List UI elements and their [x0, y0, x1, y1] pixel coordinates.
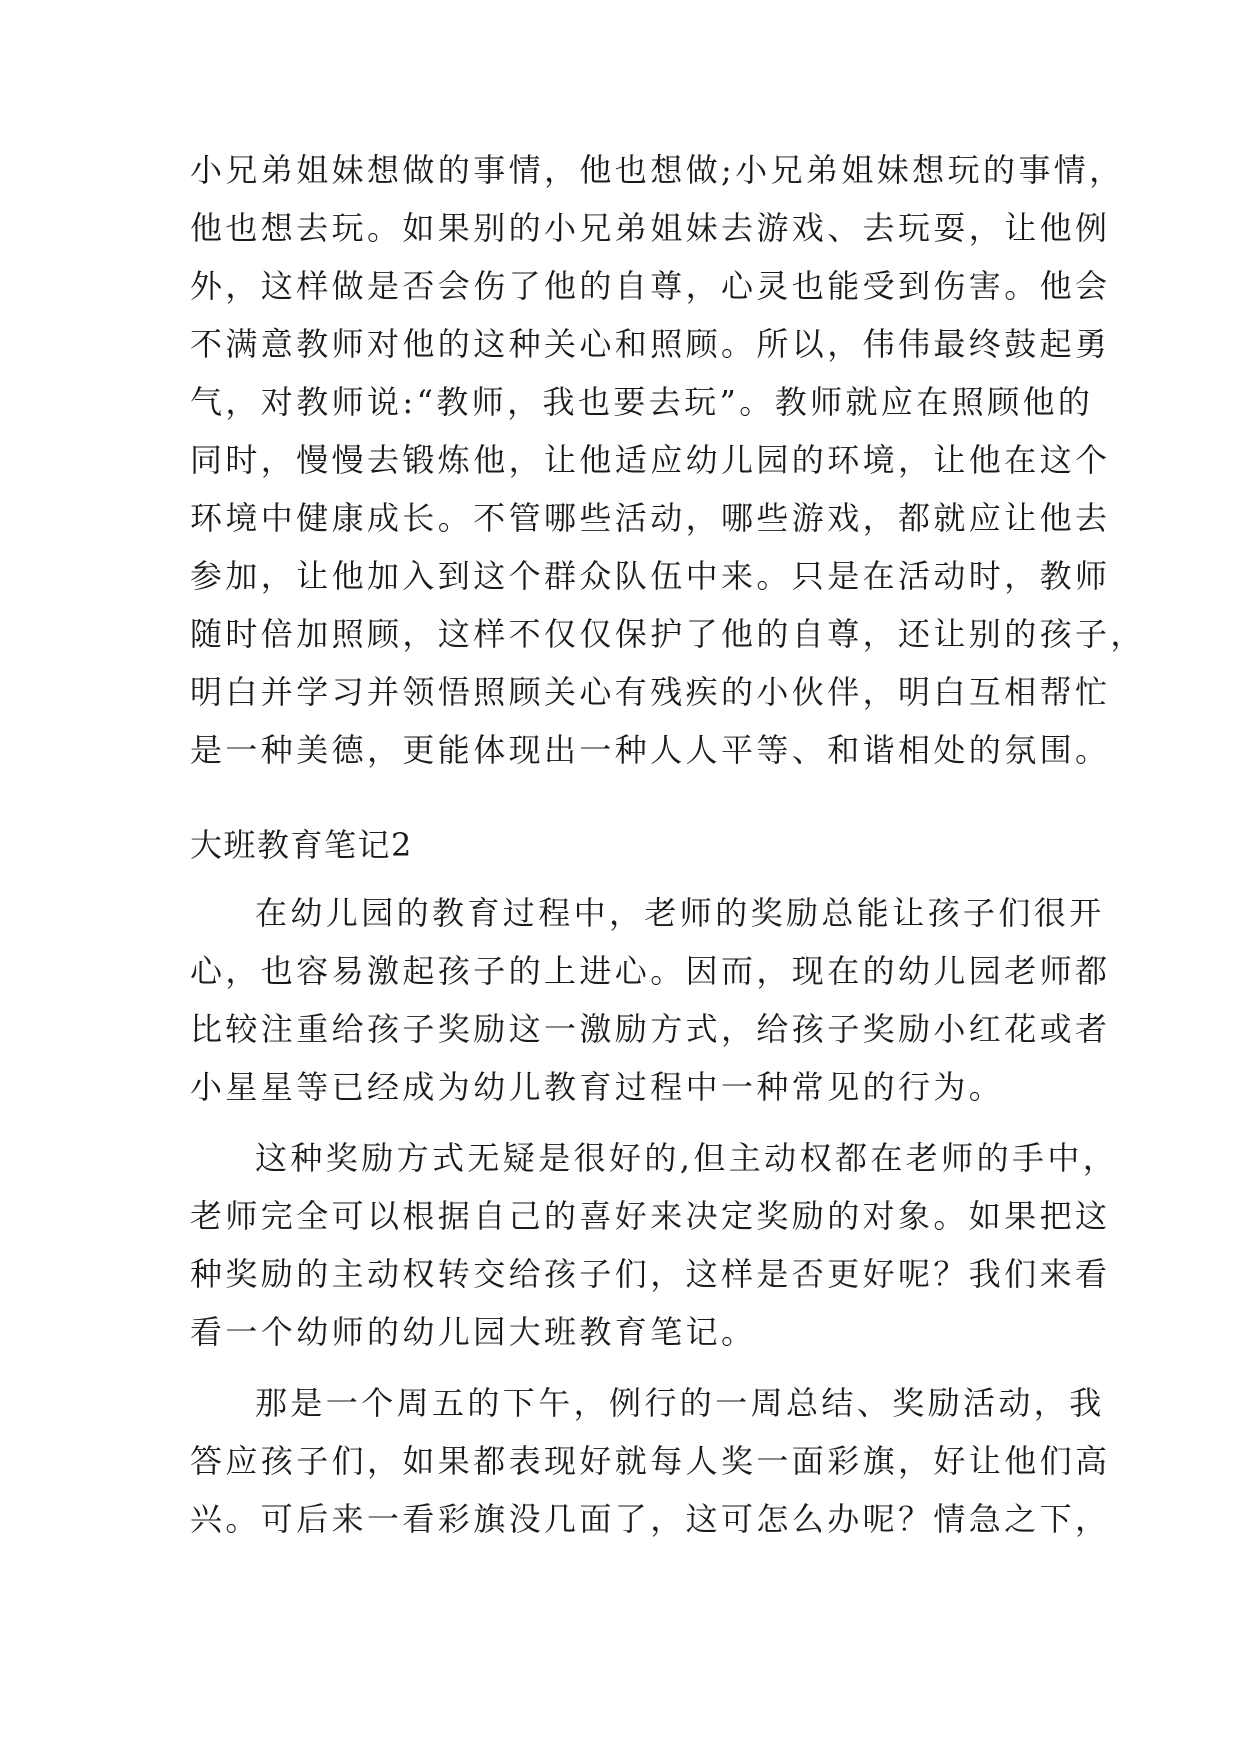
- text-line: 兴。可后来一看彩旗没几面了，这可怎么办呢？情急之下，: [190, 1500, 1111, 1538]
- text-line: 答应孩子们，如果都表现好就每人奖一面彩旗，好让他们高: [190, 1442, 1111, 1480]
- text-line: 种奖励的主动权转交给孩子们，这样是否更好呢？我们来看: [190, 1255, 1111, 1293]
- text-line: 那是一个周五的下午，例行的一周总结、奖励活动，我: [255, 1384, 1105, 1422]
- text-line: 是一种美德，更能体现出一种人人平等、和谐相处的氛围。: [190, 731, 1111, 769]
- text-line: 小兄弟姐妹想做的事情，他也想做;小兄弟姐妹想玩的事情，: [190, 151, 1125, 189]
- text-line: 他也想去玩。如果别的小兄弟姐妹去游戏、去玩耍，让他例: [190, 209, 1111, 247]
- text-line: 外，这样做是否会伤了他的自尊，心灵也能受到伤害。他会: [190, 267, 1111, 305]
- text-line: 看一个幼师的幼儿园大班教育笔记。: [190, 1313, 757, 1351]
- text-line: 这种奖励方式无疑是很好的,但主动权都在老师的手中，: [255, 1139, 1119, 1177]
- text-line: 小星星等已经成为幼儿教育过程中一种常见的行为。: [190, 1068, 1005, 1106]
- section-title: 大班教育笔记2: [190, 826, 413, 864]
- text-line: 环境中健康成长。不管哪些活动，哪些游戏，都就应让他去: [190, 499, 1111, 537]
- text-line: 心，也容易激起孩子的上进心。因而，现在的幼儿园老师都: [190, 952, 1111, 990]
- text-line: 同时，慢慢去锻炼他，让他适应幼儿园的环境，让他在这个: [190, 441, 1111, 479]
- text-line: 随时倍加照顾，这样不仅仅保护了他的自尊，还让别的孩子，: [190, 615, 1146, 653]
- text-line: 不满意教师对他的这种关心和照顾。所以，伟伟最终鼓起勇: [190, 325, 1111, 363]
- text-line: 比较注重给孩子奖励这一激励方式，给孩子奖励小红花或者: [190, 1010, 1111, 1048]
- text-line: 气，对教师说:“教师，我也要去玩”。教师就应在照顾他的: [190, 383, 1094, 421]
- text-line: 在幼儿园的教育过程中，老师的奖励总能让孩子们很开: [255, 894, 1105, 932]
- text-line: 参加，让他加入到这个群众队伍中来。只是在活动时，教师: [190, 557, 1111, 595]
- text-line: 老师完全可以根据自己的喜好来决定奖励的对象。如果把这: [190, 1197, 1111, 1235]
- text-line: 明白并学习并领悟照顾关心有残疾的小伙伴，明白互相帮忙: [190, 673, 1111, 711]
